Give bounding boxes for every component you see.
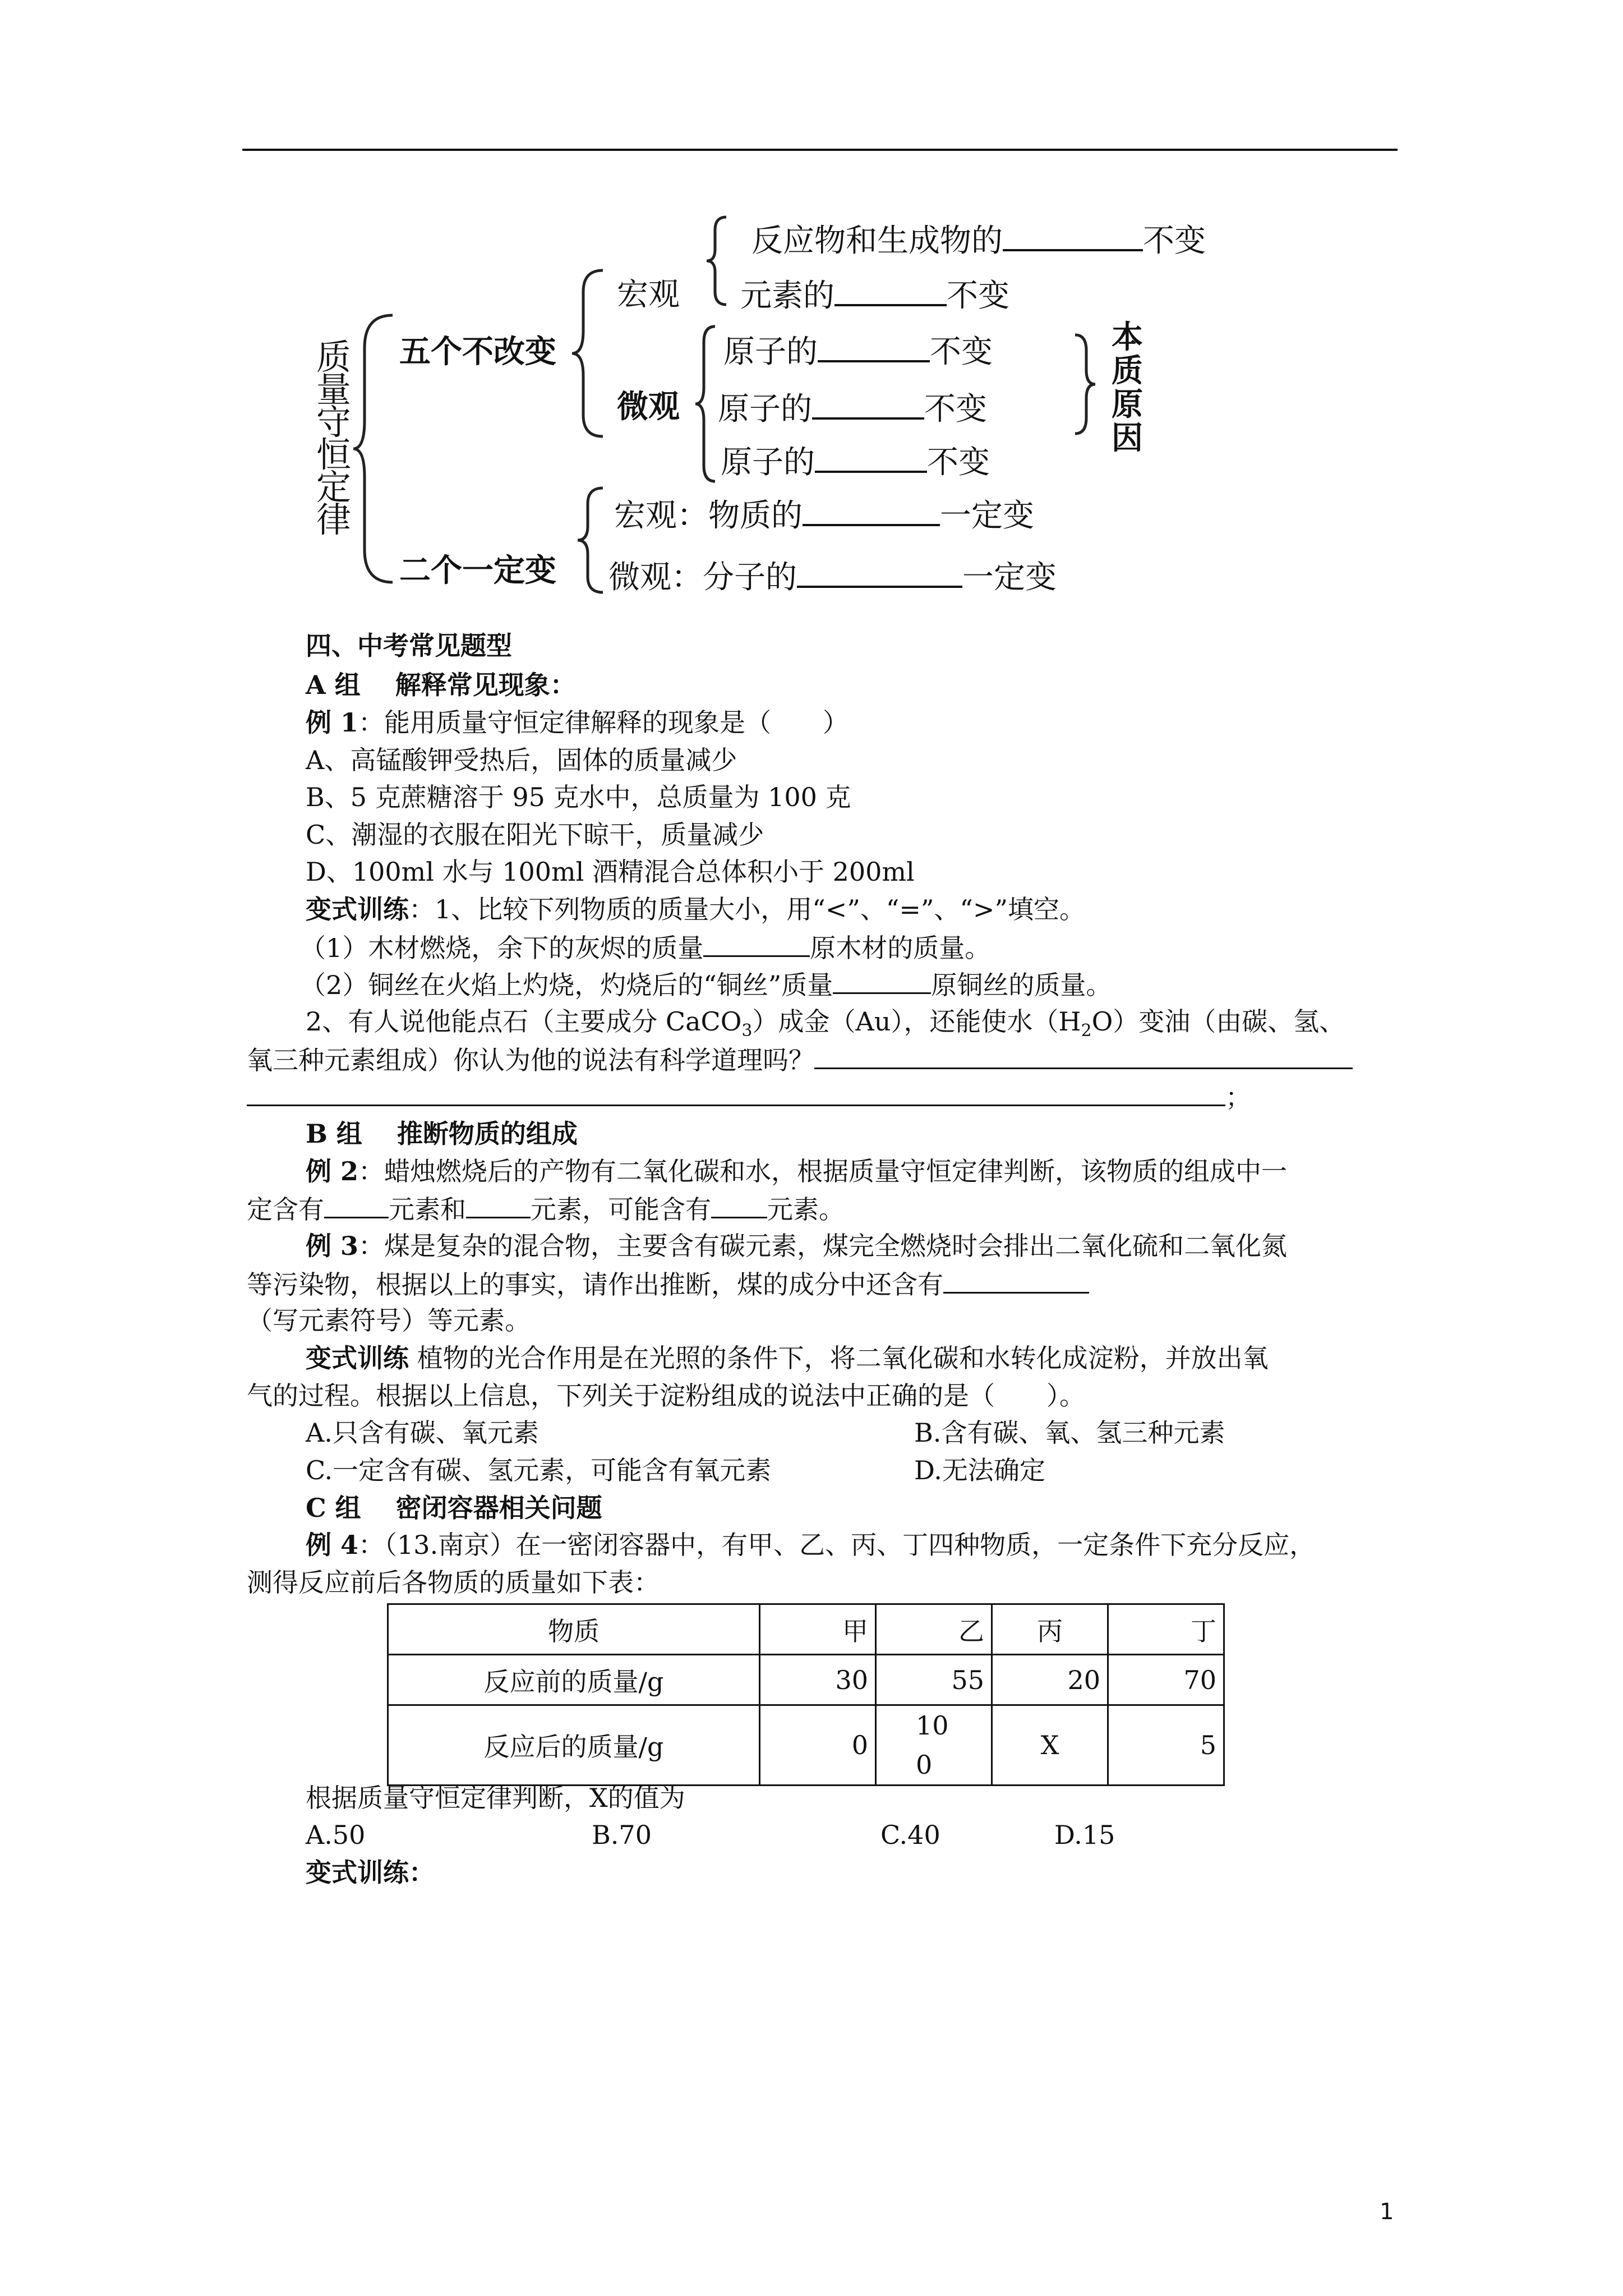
answer-d: D.15: [1054, 1820, 1115, 1850]
blank[interactable]: [466, 1195, 531, 1218]
micro-item-3: 原子的 不变: [721, 444, 990, 481]
blank[interactable]: [818, 335, 930, 362]
table-header-cell: 丁: [1108, 1604, 1224, 1655]
diagram-root: 质 量 守 恒 定 律: [316, 337, 351, 540]
brace-two: [578, 487, 606, 593]
example-1: 例 1：能用质量守恒定律解释的现象是（ ）: [306, 707, 849, 738]
question-2: （2）铜丝在火焰上灼烧，灼烧后的“铜丝”质量 原铜丝的质量。: [300, 970, 1112, 1000]
answer-b: B.70: [592, 1820, 652, 1850]
blank[interactable]: [812, 393, 924, 420]
micro-label: 微观: [617, 389, 680, 425]
choice-d: D.无法确定: [914, 1455, 1045, 1485]
answer-blank[interactable]: [814, 1046, 1353, 1069]
micro-item-2: 原子的 不变: [718, 391, 987, 427]
blank[interactable]: [803, 499, 940, 526]
two-micro: 微观：分子的 一定变: [608, 559, 1057, 596]
table-cell: 70: [1108, 1655, 1224, 1705]
option-b: B、5 克蔗糖溶于 95 克水中，总质量为 100 克: [306, 782, 851, 812]
macro-item-1: 反应物和生成物的 不变: [751, 223, 1206, 259]
blank[interactable]: [834, 279, 947, 306]
two-title: 二个一定变: [399, 553, 556, 589]
two-macro: 宏观：物质的 一定变: [614, 498, 1034, 534]
mass-table: [387, 1603, 1225, 1786]
page-number: 1: [1380, 2199, 1394, 2225]
question-x: 根据质量守恒定律判断，X的值为: [306, 1783, 685, 1813]
example-3: 例 3：煤是复杂的混合物，主要含有碳元素，煤完全燃烧时会排出二氧化硫和二氧化氮: [306, 1231, 1288, 1261]
question-1: （1）木材燃烧，余下的灰烬的质量 原木材的质量。: [300, 933, 991, 963]
group-b-title: B 组 推断物质的组成: [306, 1119, 578, 1149]
question-3-line-3: ；: [247, 1083, 1251, 1110]
table-header-cell: 乙: [876, 1604, 992, 1655]
variant-training-b: 变式训练 植物的光合作用是在光照的条件下，将二氧化碳和水转化成淀粉，并放出氧: [306, 1343, 1269, 1373]
choice-b: B.含有碳、氧、氢三种元素: [914, 1418, 1225, 1448]
blank[interactable]: [815, 446, 927, 473]
table-cell: 55: [876, 1655, 992, 1705]
macro-label: 宏观: [617, 277, 680, 313]
choice-a: A.只含有碳、氧元素: [306, 1418, 539, 1448]
group-c-title: C 组 密闭容器相关问题: [306, 1493, 602, 1523]
brace-essence: [1074, 334, 1096, 435]
example-3-line-2: 等污染物，根据以上的事实，请作出推断，煤的成分中还含有: [247, 1271, 1089, 1297]
example-2: 例 2：蜡烛燃烧后的产物有二氧化碳和水，根据质量守恒定律判断，该物质的组成中一: [306, 1156, 1288, 1186]
five-title: 五个不改变: [399, 334, 556, 370]
table-cell: 30: [760, 1655, 876, 1705]
example-3-line-3: （写元素符号）等元素。: [247, 1305, 531, 1336]
blank[interactable]: [703, 934, 810, 957]
choice-c: C.一定含有碳、氢元素，可能含有氧元素: [306, 1455, 772, 1485]
essence-label: 本 质 原 因: [1112, 319, 1143, 457]
blank[interactable]: [324, 1195, 389, 1218]
answer-a: A.50: [306, 1820, 366, 1850]
option-d: D、100ml 水与 100ml 酒精混合总体积小于 200ml: [306, 857, 915, 887]
variant-training-c: 变式训练：: [306, 1857, 435, 1888]
brace-five: [572, 269, 606, 438]
blank[interactable]: [943, 1271, 1089, 1294]
table-cell: 100: [876, 1705, 992, 1786]
macro-item-2: 元素的 不变: [740, 278, 1009, 314]
answer-blank[interactable]: [247, 1083, 1225, 1106]
blank[interactable]: [1003, 224, 1143, 251]
variant-training-a: 变式训练：1、比较下列物质的质量大小，用“<”、“=”、“>”填空。: [306, 894, 1085, 924]
table-cell: 5: [1108, 1705, 1224, 1786]
table-cell: 反应前的质量/g: [388, 1655, 760, 1705]
example-2-line-2: 定含有 元素和 元素，可能含有 元素。: [247, 1194, 845, 1225]
answer-c: C.40: [880, 1820, 940, 1850]
header-rule: [242, 149, 1398, 151]
section-title: 四、中考常见题型: [306, 631, 512, 661]
brace-root: [353, 314, 398, 583]
blank[interactable]: [833, 971, 931, 994]
table-header-row: [388, 1604, 1224, 1655]
option-c: C、潮湿的衣服在阳光下晾干，质量减少: [306, 820, 764, 850]
group-a-title: A 组 解释常见现象：: [306, 670, 576, 700]
option-a: A、高锰酸钾受热后，固体的质量减少: [306, 745, 737, 775]
table-header-cell: 甲: [760, 1604, 876, 1655]
question-3-line-2: 氧三种元素组成）你认为他的说法有科学道理吗？: [247, 1046, 1353, 1073]
table-cell: 0: [760, 1705, 876, 1786]
example-4: 例 4：（13.南京）在一密闭容器中，有甲、乙、丙、丁四种物质，一定条件下充分反应，: [306, 1530, 1316, 1560]
table-cell: 20: [992, 1655, 1108, 1705]
brace-micro: [695, 325, 718, 482]
blank[interactable]: [797, 561, 962, 588]
table-row: [388, 1705, 1224, 1786]
table-cell: 反应后的质量/g: [388, 1705, 760, 1786]
table-cell: X: [992, 1705, 1108, 1786]
blank[interactable]: [711, 1195, 767, 1218]
micro-item-1: 原子的 不变: [723, 334, 993, 370]
example-4-line-2: 测得反应前后各物质的质量如下表：: [247, 1567, 660, 1598]
table-row: [388, 1655, 1224, 1705]
question-3-line-1: 2、有人说他能点石（主要成分 CaCO$_3$）成金（Au），还能使水$(H_2O)$变油（由碳、氢、: [306, 1006, 1345, 1041]
variant-training-b-line-2: 气的过程。根据以上信息，下列关于淀粉组成的说法中正确的是（ ）。: [247, 1381, 1085, 1411]
table-header-cell: 物质: [388, 1604, 760, 1655]
brace-macro: [707, 216, 729, 306]
table-header-cell: 丙: [992, 1604, 1108, 1655]
